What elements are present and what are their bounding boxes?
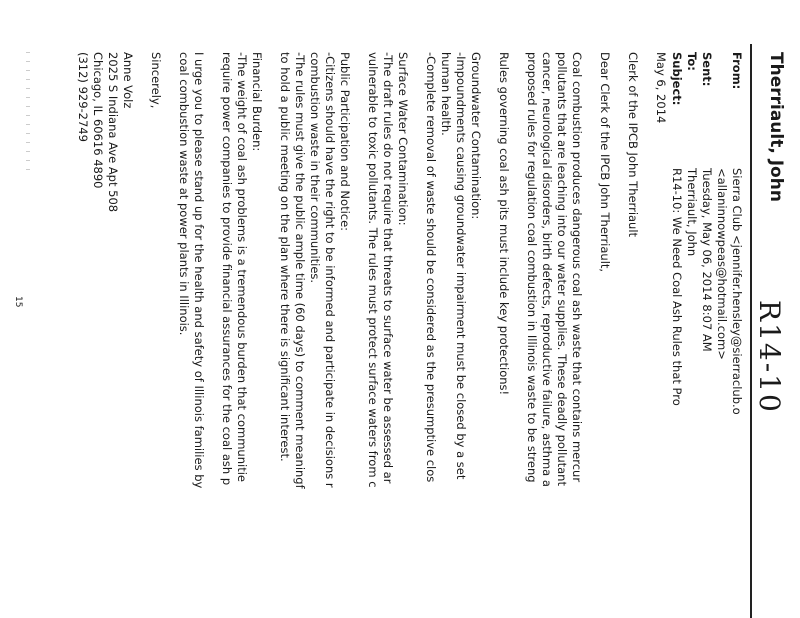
- section-heading: Groundwater Contamination:: [469, 52, 483, 220]
- paragraph-line: -Complete removal of waste should be considered as the presumptive clos: [424, 52, 438, 483]
- meta-from-value: [714, 168, 744, 415]
- closing-request: [176, 52, 206, 618]
- letter-date: May 6, 2014: [654, 52, 668, 124]
- closing-word: Sincerely,: [149, 52, 163, 109]
- paragraph-line: coal combustion waste at power plants in Illinois.: [177, 52, 191, 336]
- paragraph-line: -The draft rules do not require that threats to surface water be assessed ar: [381, 52, 395, 484]
- section-heading: Surface Water Contamination:: [396, 52, 410, 226]
- signer-name: Anne Volz: [121, 52, 135, 109]
- meta-to-label: To:: [685, 52, 699, 71]
- page-number: 15: [13, 296, 23, 308]
- meta-from-label: From:: [730, 52, 744, 90]
- paragraph-line: vulnerable to toxic pollutants. The rules must protect surface waters from c: [366, 52, 380, 488]
- meta-from-row: [714, 52, 744, 415]
- paragraph-line: I urge you to please stand up for the health and safety of Illinois families by: [192, 52, 206, 489]
- letter-salutation: Dear Clerk of the IPCB John Therriault,: [598, 52, 612, 273]
- signer-address: 2025 S Indiana Ave Apt 508: [106, 52, 120, 213]
- financial-section: [219, 52, 264, 618]
- paragraph-line: cancer, neurological disorders, birth defects, reproductive failure, asthma a: [540, 52, 554, 487]
- paragraph-line: -The rules must give the public ample time (60 days) to comment meaningf: [293, 52, 307, 489]
- paragraph-line: -The weight of coal ash problems is a tremendous burden that communitie: [235, 52, 249, 482]
- meta-subject-row: [669, 52, 684, 415]
- paragraph-line: -Citizens should have the right to be informed and participate in decisions r: [323, 52, 337, 488]
- paragraph-line: Coal combustion produces dangerous coal ash waste that contains mercur: [570, 52, 584, 483]
- paragraph-line: proposed rules for regulation coal combustion in Illinois waste to be streng: [525, 52, 539, 483]
- section-heading: Financial Burden:: [250, 52, 264, 152]
- header-divider: [750, 44, 752, 618]
- intro-paragraph: [524, 52, 584, 618]
- meta-to-row: [684, 52, 699, 415]
- paragraph-line: human health.: [439, 52, 453, 136]
- signer-phone: (312) 929-2749: [76, 52, 90, 142]
- meta-sent-value: Tuesday, May 06, 2014 8:07 AM: [700, 168, 714, 352]
- paragraph-line: to hold a public meeting on the plan where there is significant interest.: [278, 52, 292, 462]
- key-protections-line: Rules governing coal ash pits must include key protections!: [497, 52, 511, 396]
- letter-body: [62, 52, 668, 618]
- meta-subject-label: Subject:: [670, 52, 684, 106]
- meta-sent-label: Sent:: [700, 52, 714, 87]
- meta-subject-value: R14-10: We Need Coal Ash Rules that Pro: [670, 168, 684, 406]
- scan-artifact: [26, 52, 30, 172]
- meta-from-line: Sierra Club <jennifer.hensley@sierraclub.o: [730, 168, 744, 415]
- letter-recipient: Clerk of the IPCB John Therriault: [626, 52, 640, 238]
- signer-city: Chicago, IL 60616 4890: [91, 52, 105, 189]
- email-metadata: [669, 52, 744, 415]
- docket-number: R14-10: [753, 300, 786, 414]
- surface-water-section: [365, 52, 410, 618]
- signature-block: [75, 52, 135, 618]
- meta-sent-row: [699, 52, 714, 415]
- recipient-name-header: Therriault, John: [766, 52, 786, 202]
- section-heading: Public Participation and Notice:: [338, 52, 352, 232]
- meta-to-value: Therriault, John: [685, 168, 699, 257]
- meta-from-line: <allaninnowpeas@hotmail.com>: [715, 168, 729, 360]
- paragraph-line: require power companies to provide financial assurances for the coal ash p: [220, 52, 234, 486]
- groundwater-section: [423, 52, 483, 618]
- paragraph-line: pollutants that are leaching into our water supplies. These deadly pollutant: [555, 52, 569, 486]
- paragraph-line: combustion waste in their communities.: [308, 52, 322, 284]
- public-participation-section: [277, 52, 352, 618]
- paragraph-line: -Impoundments causing groundwater impairment must be closed by a set: [454, 52, 468, 480]
